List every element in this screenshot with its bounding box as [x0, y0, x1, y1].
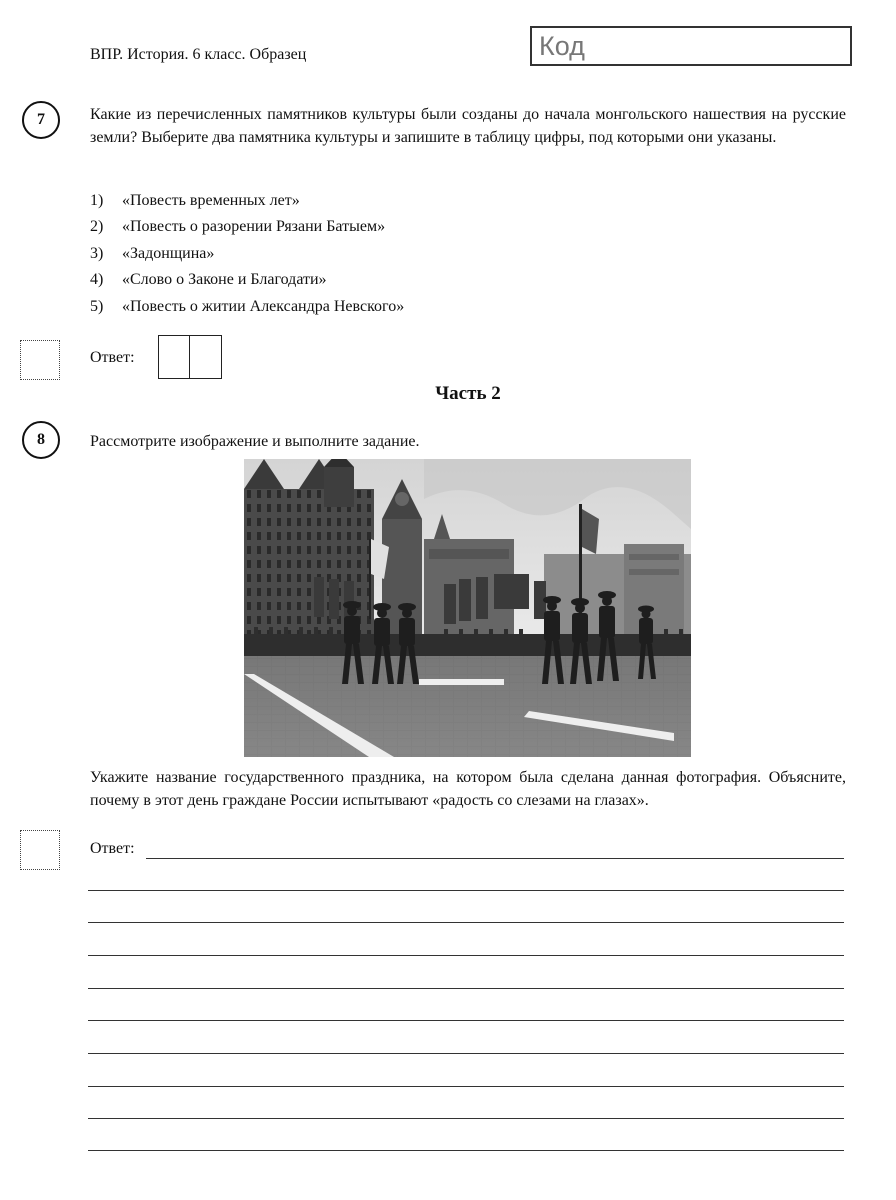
question-7-text: Какие из перечисленных памятников культуры были созданы до начала монгольского нашествия на русские земли? Выберите два памятника культуры и запишите в таблицу цифры, под которыми они указаны. — [90, 106, 846, 146]
option-5-text: «Повесть о житии Александра Невского» — [122, 297, 405, 315]
answer-line-4[interactable] — [88, 955, 844, 956]
question-7-answer-cells — [158, 335, 222, 379]
answer-line-7[interactable] — [88, 1053, 844, 1054]
option-1-number: 1) — [90, 191, 104, 209]
question-7-score-box — [20, 340, 60, 380]
parade-photo-illustration — [244, 459, 691, 757]
header-title: ВПР. История. 6 класс. Образец — [90, 46, 307, 63]
answer-line-3[interactable] — [88, 922, 844, 923]
question-8-number: 8 — [22, 421, 60, 459]
option-4-number: 4) — [90, 271, 104, 288]
answer-cell-2[interactable] — [190, 335, 222, 379]
option-2 — [90, 210, 404, 237]
question-7-number: 7 — [22, 101, 60, 139]
code-field[interactable]: Код — [530, 26, 852, 66]
answer-line-1[interactable] — [146, 858, 844, 859]
option-2-number: 2) — [90, 218, 104, 235]
question-8-text: Рассмотрите изображение и выполните задание. — [90, 433, 420, 450]
option-5-number: 5) — [90, 297, 104, 315]
option-2-text: «Повесть о разорении Рязани Батыем» — [122, 218, 386, 235]
option-3-number: 3) — [90, 244, 104, 262]
question-8-answer-label: Ответ: — [90, 840, 135, 857]
option-1 — [90, 183, 404, 210]
question-7-options — [90, 183, 404, 316]
question-8-score-box — [20, 830, 60, 870]
option-1-text: «Повесть временных лет» — [122, 191, 300, 209]
parade-photo — [244, 459, 691, 757]
answer-line-9[interactable] — [88, 1118, 844, 1119]
answer-line-8[interactable] — [88, 1086, 844, 1087]
option-4 — [90, 263, 404, 290]
answer-line-10[interactable] — [88, 1150, 844, 1151]
option-5 — [90, 289, 404, 316]
question-8-task: Укажите название государственного праздника, на котором была сделана данная фотография. Объясните, почему в этот день граждане России испытывают «радость со слезами на глазах». — [90, 769, 846, 809]
option-3-text: «Задонщина» — [122, 244, 215, 262]
option-4-text: «Слово о Законе и Благодати» — [122, 271, 327, 288]
option-3 — [90, 236, 404, 263]
answer-line-5[interactable] — [88, 988, 844, 989]
question-7-answer-label: Ответ: — [90, 349, 135, 366]
answer-line-2[interactable] — [88, 890, 844, 891]
answer-line-6[interactable] — [88, 1020, 844, 1021]
part-2-title: Часть 2 — [435, 383, 501, 404]
answer-cell-1[interactable] — [158, 335, 190, 379]
